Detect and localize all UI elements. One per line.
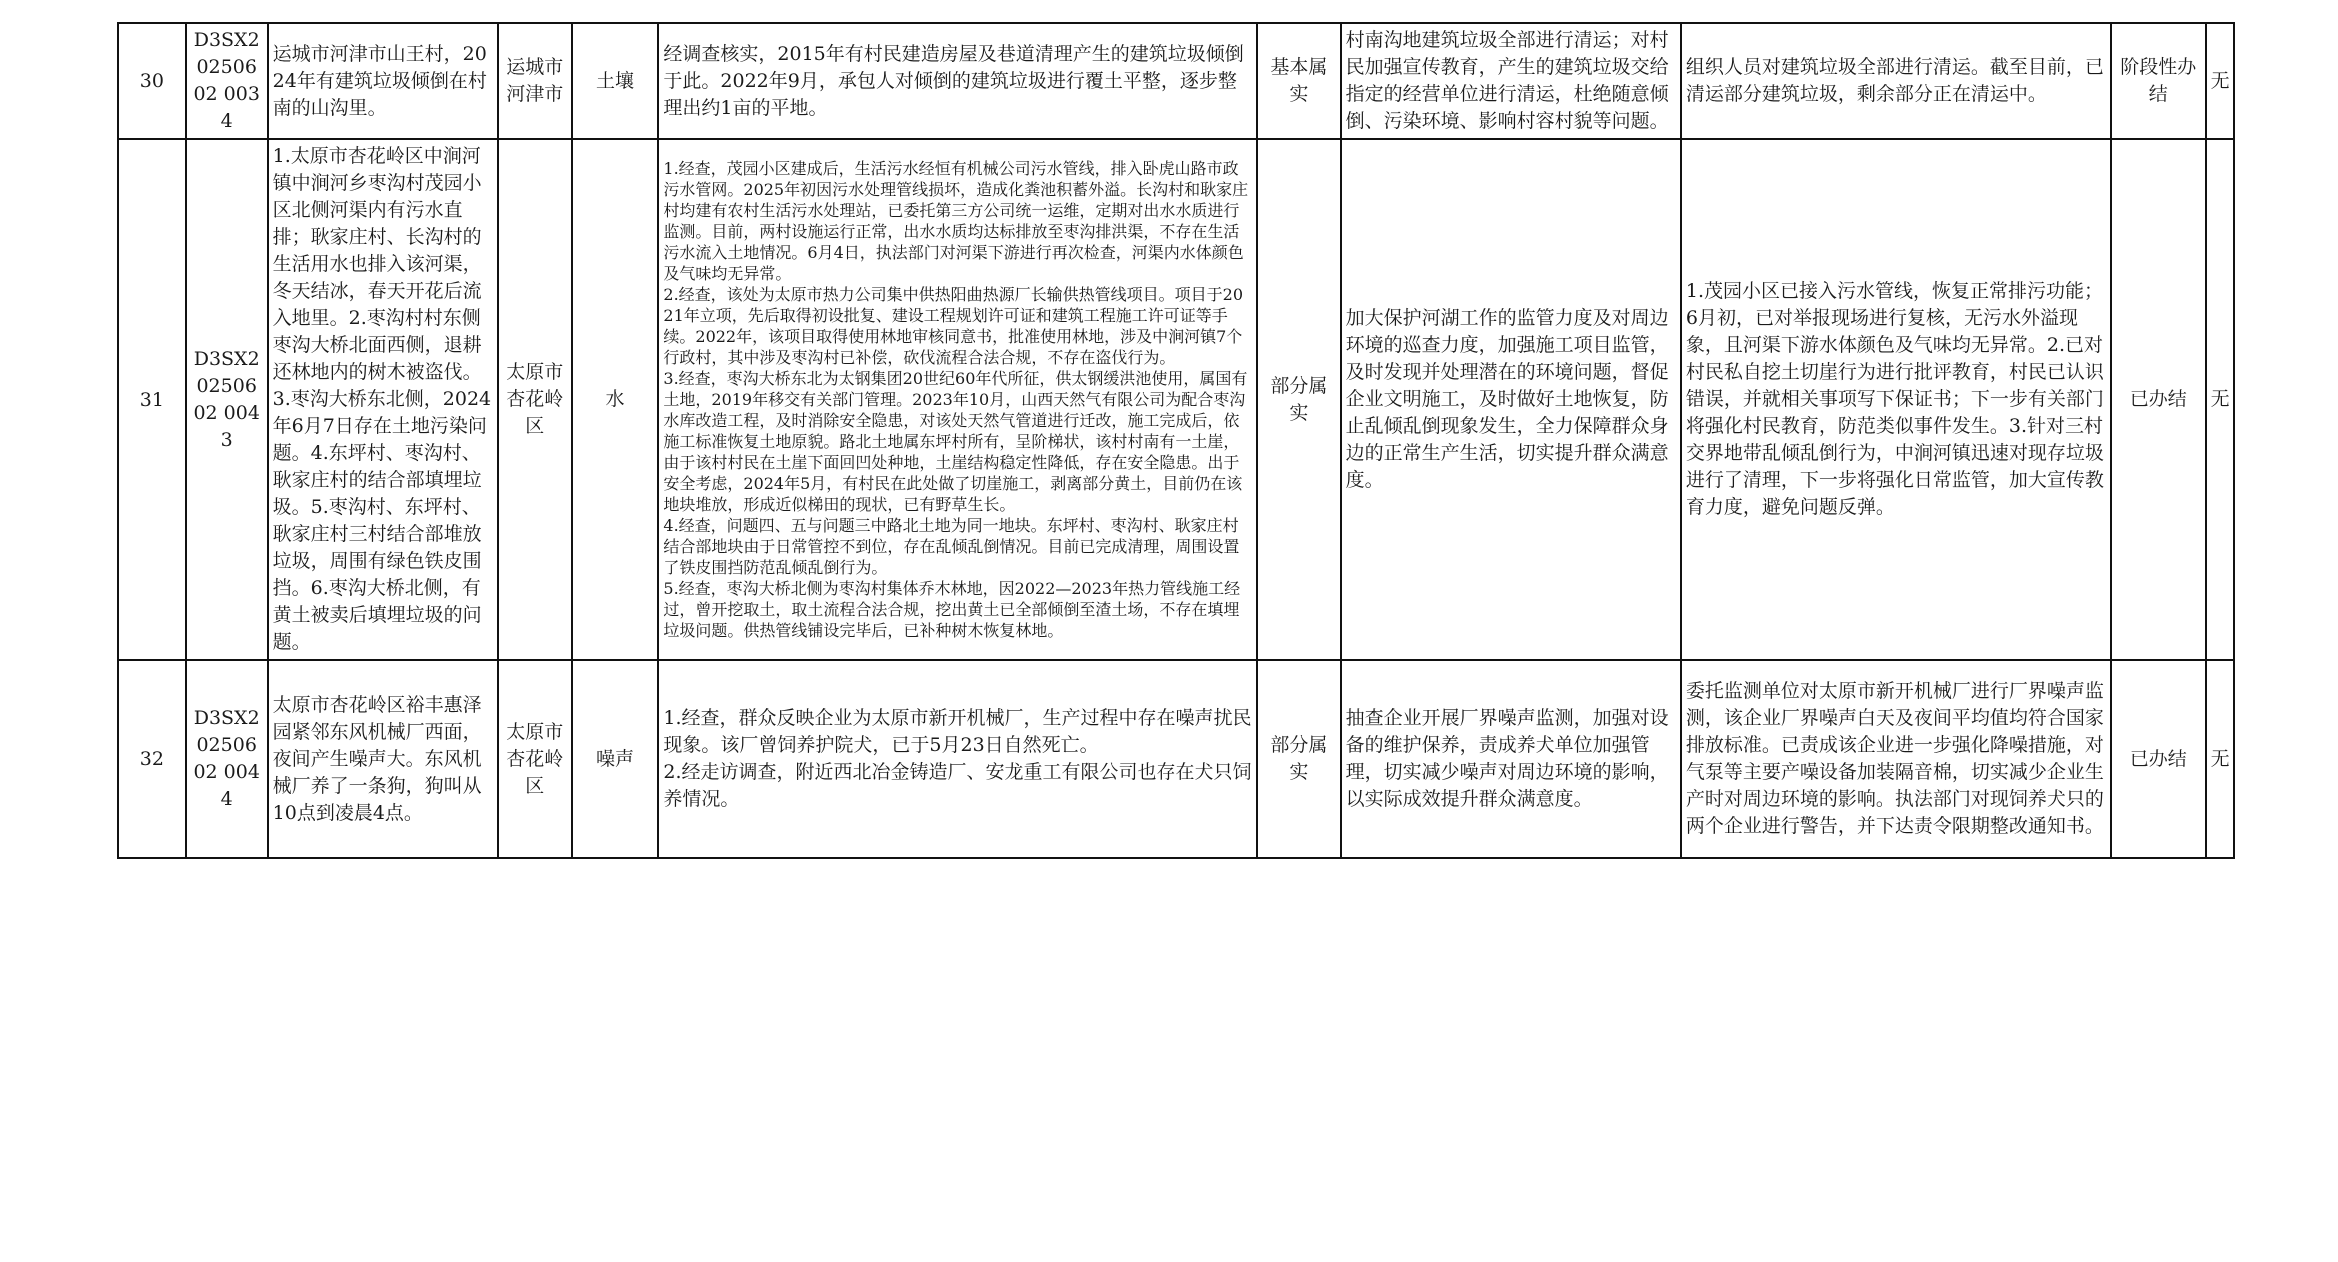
verification-verdict: 部分属实: [1257, 139, 1341, 660]
table-row: [118, 23, 2234, 139]
completion-status: 已办结: [2111, 660, 2206, 858]
handling-result: 组织人员对建筑垃圾全部进行清运。截至目前，已清运部分建筑垃圾，剩余部分正在清运中。: [1681, 23, 2111, 139]
accountability: 无: [2206, 23, 2234, 139]
findings-paragraph: 2.经走访调查，附近西北冶金铸造厂、安龙重工有限公司也存在犬只饲养情况。: [663, 761, 1252, 810]
handling-measures: 加大保护河湖工作的监管力度及对周边环境的巡查力度，加强施工项目监管，及时发现并处理潜在的环境问题，督促企业文明施工，及时做好土地恢复，防止乱倾乱倒现象发生，全力保障群众身边的正常生产生活，切实提升群众满意度。: [1341, 139, 1681, 660]
completion-status: 已办结: [2111, 139, 2206, 660]
completion-status: 阶段性办结: [2111, 23, 2206, 139]
row-number: 31: [118, 139, 186, 660]
findings-paragraph: 经调查核实，2015年有村民建造房屋及巷道清理产生的建筑垃圾倾倒于此。2022年9月，承包人对倾倒的建筑垃圾进行覆土平整，逐步整理出约1亩的平地。: [663, 42, 1244, 119]
table-row: [118, 139, 2234, 660]
findings-paragraph: 2.经查，该处为太原市热力公司集中供热阳曲热源厂长输供热管线项目。项目于2021年立项，先后取得初设批复、建设工程规划许可证和建筑工程施工许可证等手续。2022年，该项目取得使用林地审核同意书，批准使用林地，涉及中涧河镇7个行政村，其中涉及枣沟村已补偿，砍伐流程合法合规，不存在盗伐行为。: [663, 285, 1244, 367]
row-number: 32: [118, 660, 186, 858]
row-number: 30: [118, 23, 186, 139]
verification-verdict: 部分属实: [1257, 660, 1341, 858]
findings-paragraph: 3.经查，枣沟大桥东北为太钢集团20世纪60年代所征，供太钢缓洪池使用，属国有土地，2019年移交有关部门管理。2023年10月，山西天然气有限公司为配合枣沟水库改造工程，及时消除安全隐患，对该处天然气管道进行迁改，施工完成后，依施工标准恢复土地原貌。路北土地属东坪村所有，呈阶梯状，该村村南有一土崖，由于该村村民在土崖下面回凹处种地，土崖结构稳定性降低，存在安全隐患。出于安全考虑，2024年5月，有村民在此处做了切崖施工，剥离部分黄土，目前仍在该地块堆放，形成近似梯田的现状，已有野草生长。: [663, 369, 1248, 514]
complaint-description: 运城市河津市山王村，2024年有建筑垃圾倾倒在村南的山沟里。: [268, 23, 498, 139]
investigation-findings: [658, 139, 1257, 660]
handling-result: 委托监测单位对太原市新开机械厂进行厂界噪声监测，该企业厂界噪声白天及夜间平均值均符合国家排放标准。已责成该企业进一步强化降噪措施，对气泵等主要产噪设备加装隔音棉，切实减少企业生产时对周边环境的影响。执法部门对现饲养犬只的两个企业进行警告，并下达责令限期整改通知书。: [1681, 660, 2111, 858]
findings-paragraph: 1.经查，茂园小区建成后，生活污水经恒有机械公司污水管线，排入卧虎山路市政污水管网。2025年初因污水处理管线损坏，造成化粪池积蓄外溢。长沟村和耿家庄村均建有农村生活污水处理站，已委托第三方公司统一运维，定期对出水水质进行监测。目前，两村设施运行正常，出水水质均达标排放至枣沟排洪渠，不存在生活污水流入土地情况。6月4日，执法部门对河渠下游进行再次检查，河渠内水体颜色及气味均无异常。: [663, 159, 1249, 283]
accountability: 无: [2206, 139, 2234, 660]
table-row: [118, 660, 2234, 858]
administrative-area: 运城市河津市: [498, 23, 572, 139]
findings-paragraph: 1.经查，群众反映企业为太原市新开机械厂，生产过程中存在噪声扰民现象。该厂曾饲养护院犬，已于5月23日自然死亡。: [663, 707, 1252, 756]
pollution-type: 水: [572, 139, 659, 660]
findings-paragraph: 4.经查，问题四、五与问题三中路北土地为同一地块。东坪村、枣沟村、耿家庄村结合部地块由于日常管控不到位，存在乱倾乱倒情况。目前已完成清理，周围设置了铁皮围挡防范乱倾乱倒行为。: [663, 516, 1240, 577]
case-code: D3SX20250602 0044: [186, 660, 268, 858]
investigation-findings: [658, 660, 1257, 858]
accountability: 无: [2206, 660, 2234, 858]
case-code: D3SX20250602 0034: [186, 23, 268, 139]
case-code: D3SX20250602 0043: [186, 139, 268, 660]
complaint-description: 太原市杏花岭区裕丰惠泽园紧邻东风机械厂西面，夜间产生噪声大。东风机械厂养了一条狗，狗叫从10点到凌晨4点。: [268, 660, 498, 858]
pollution-type: 土壤: [572, 23, 659, 139]
investigation-findings: [658, 23, 1257, 139]
handling-measures: 抽查企业开展厂界噪声监测，加强对设备的维护保养，责成养犬单位加强管理，切实减少噪声对周边环境的影响，以实际成效提升群众满意度。: [1341, 660, 1681, 858]
handling-result: 1.茂园小区已接入污水管线，恢复正常排污功能；6月初，已对举报现场进行复核，无污水外溢现象，且河渠下游水体颜色及气味均无异常。2.已对村民私自挖土切崖行为进行批评教育，村民已认识错误，并就相关事项写下保证书；下一步有关部门将强化村民教育，防范类似事件发生。3.针对三村交界地带乱倾乱倒行为，中涧河镇迅速对现存垃圾进行了清理，下一步将强化日常监管，加大宣传教育力度，避免问题反弹。: [1681, 139, 2111, 660]
verification-verdict: 基本属实: [1257, 23, 1341, 139]
complaint-description: 1.太原市杏花岭区中涧河镇中涧河乡枣沟村茂园小区北侧河渠内有污水直排；耿家庄村、长沟村的生活用水也排入该河渠，冬天结冰，春天开花后流入地里。2.枣沟村村东侧枣沟大桥北面西侧，退耕还林地内的树木被盗伐。3.枣沟大桥东北侧，2024年6月7日存在土地污染问题。4.东坪村、枣沟村、耿家庄村的结合部填埋垃圾。5.枣沟村、东坪村、耿家庄村三村结合部堆放垃圾，周围有绿色铁皮围挡。6.枣沟大桥北侧，有黄土被卖后填埋垃圾的问题。: [268, 139, 498, 660]
administrative-area: 太原市杏花岭区: [498, 139, 572, 660]
complaint-table: [117, 22, 2235, 859]
handling-measures: 村南沟地建筑垃圾全部进行清运；对村民加强宣传教育，产生的建筑垃圾交给指定的经营单位进行清运，杜绝随意倾倒、污染环境、影响村容村貌等问题。: [1341, 23, 1681, 139]
administrative-area: 太原市杏花岭区: [498, 660, 572, 858]
pollution-type: 噪声: [572, 660, 659, 858]
findings-paragraph: 5.经查，枣沟大桥北侧为枣沟村集体乔木林地，因2022—2023年热力管线施工经过，曾开挖取土，取土流程合法合规，挖出黄土已全部倾倒至渣土场，不存在填埋垃圾问题。供热管线铺设完毕后，已补种树木恢复林地。: [663, 579, 1241, 640]
